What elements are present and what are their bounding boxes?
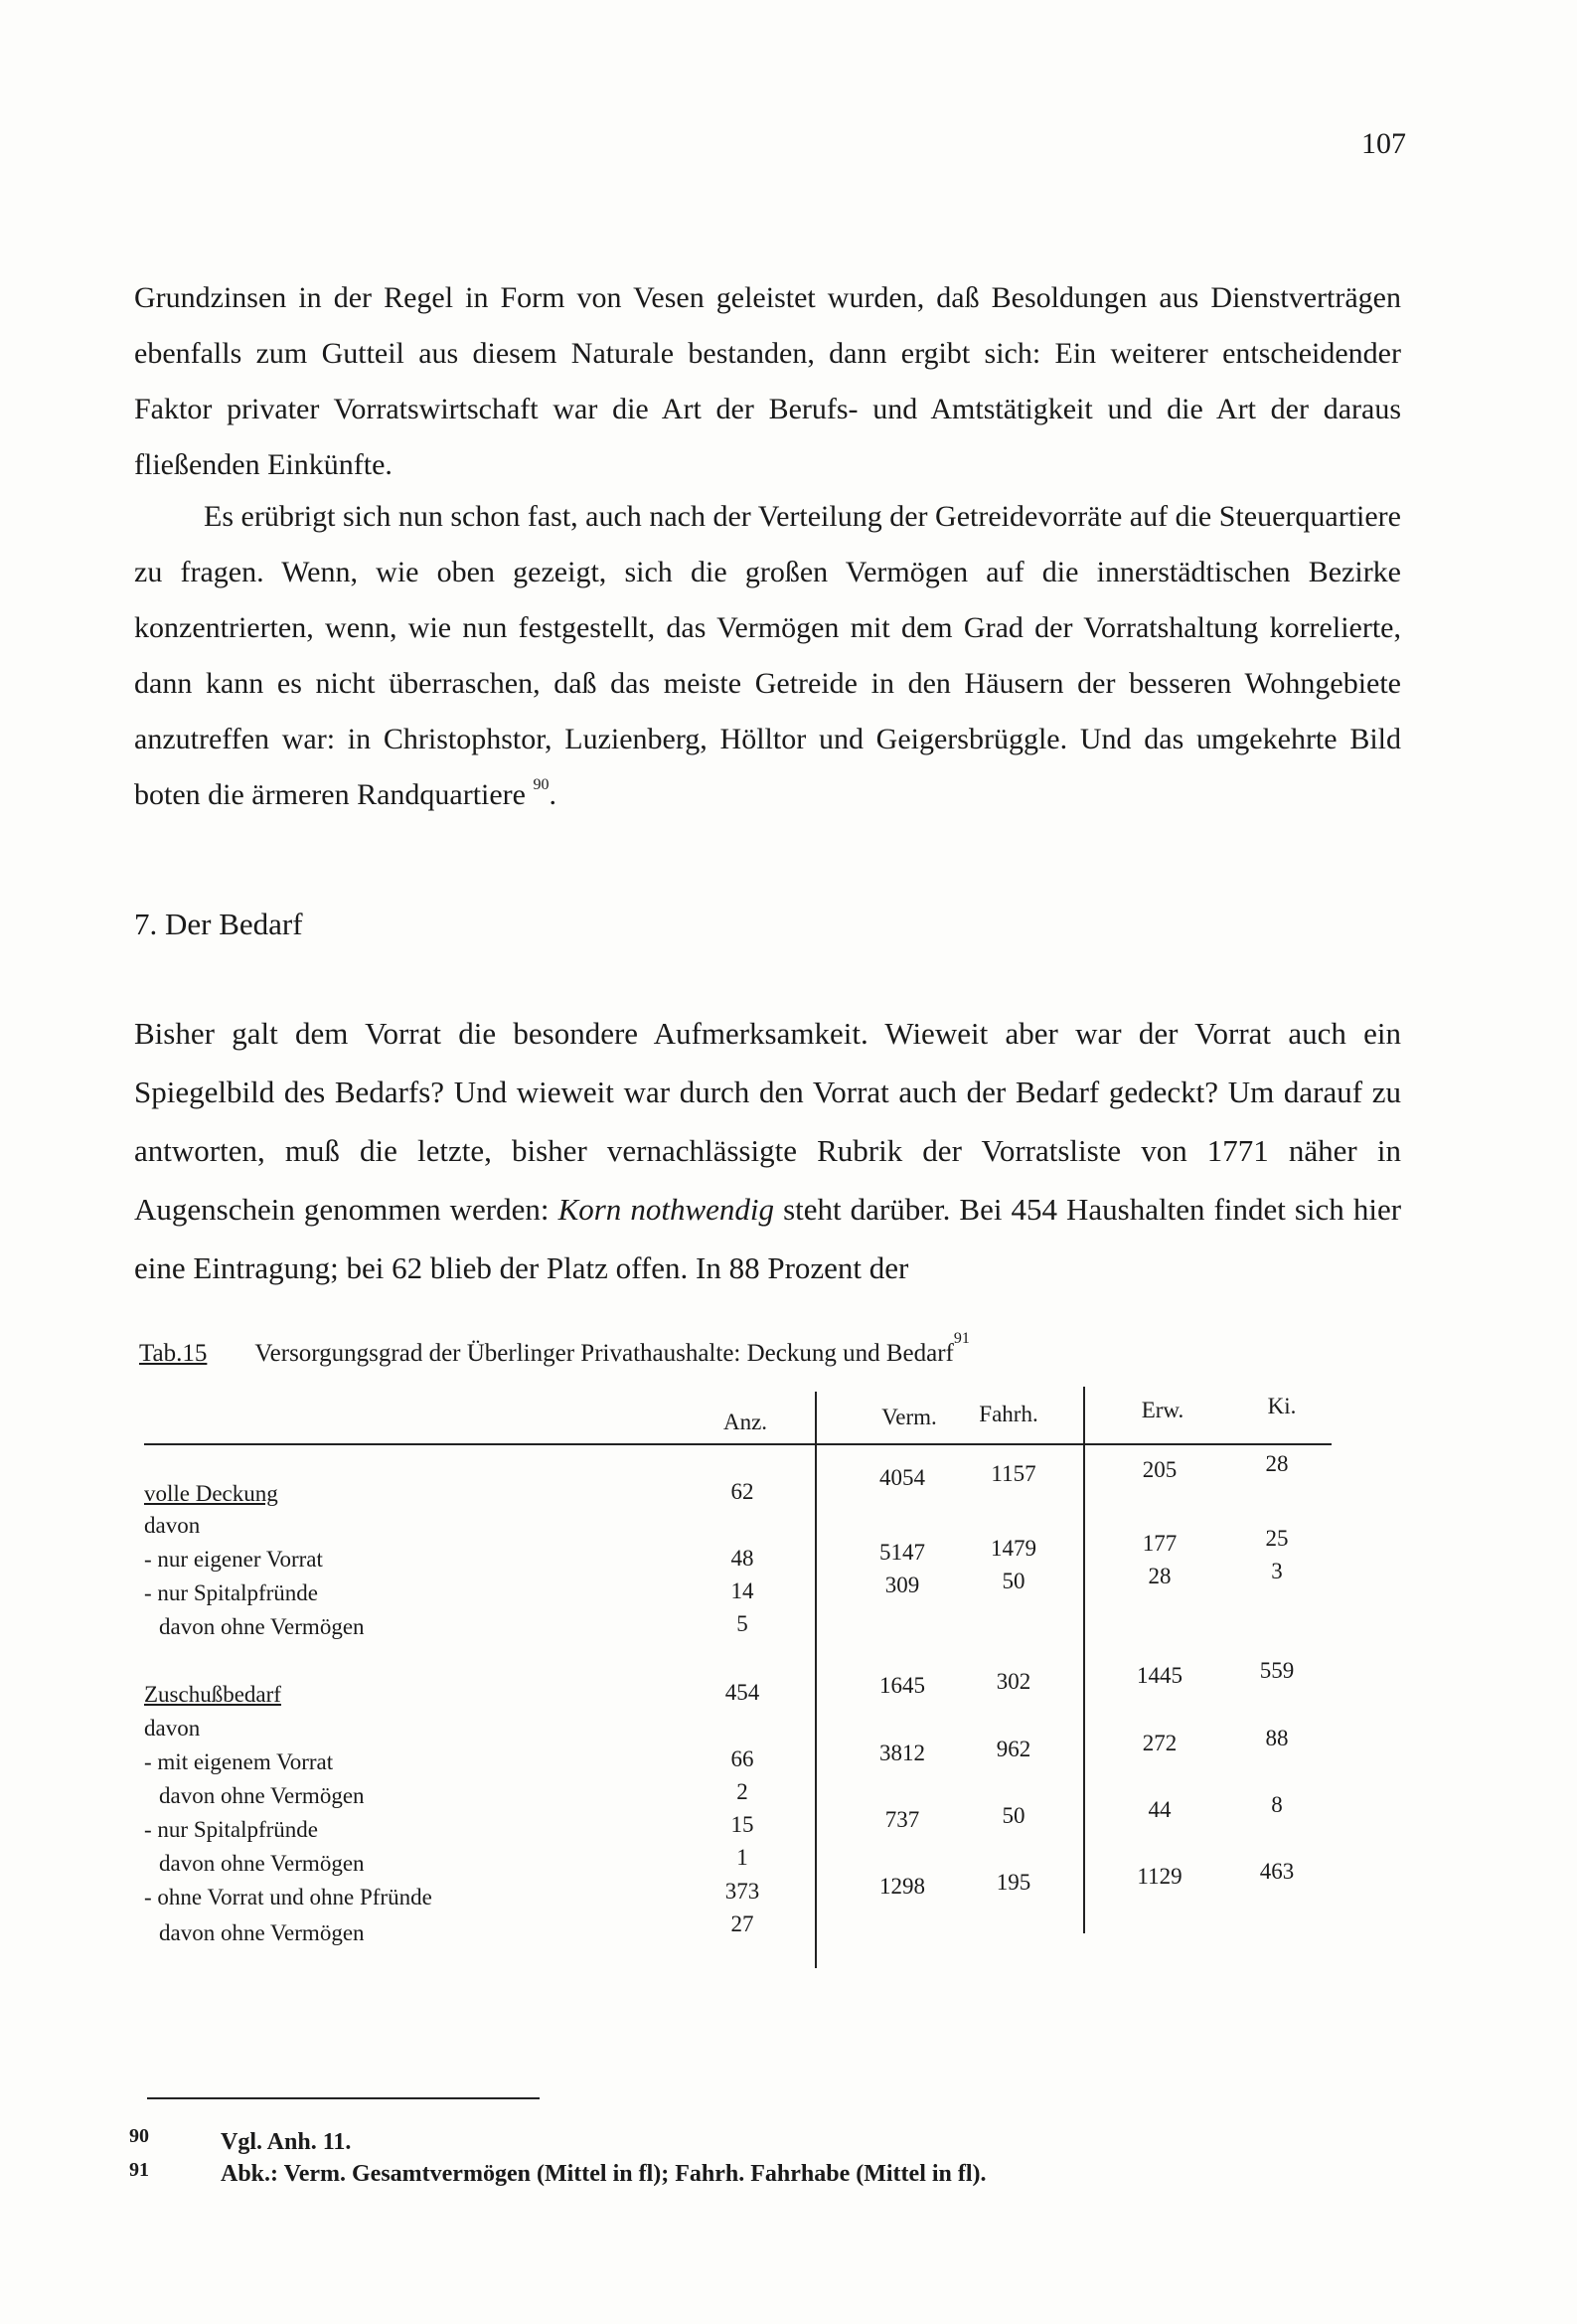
cell-verm: 5147 <box>879 1540 925 1565</box>
footnote-text: Vgl. Anh. 11. <box>221 2129 352 2155</box>
header-ki: Ki. <box>1267 1394 1297 1418</box>
row-label-ohne-vermoegen: davon ohne Vermögen <box>159 1614 365 1639</box>
cell-fahrh: 50 <box>1002 1569 1025 1593</box>
table-vline-2 <box>1083 1387 1085 1933</box>
footnote-ref-91: 91 <box>953 1330 970 1347</box>
paragraph-2-text: Es erübrigt sich nun schon fast, auch nach der Verteilung der Getreidevorräte auf die Steuerquartiere zu fragen. Wenn, wie oben gezeigt, sich die großen Vermögen auf die innerstädtischen Bezirke konzentrierten, wenn, wie nun festgestellt, das Vermögen mit dem Grad der Vorratshaltung korrelierte, dann kann es nicht überraschen, daß das meiste Getreide in den Häusern der besseren Wohngebiete anzutreffen war: in Christophstor, Luzienberg, Hölltor und Geigersbrüggle. Und das umgekehrte Bild boten die ärmeren Randquartiere <box>134 500 1401 811</box>
cell-fahrh: 302 <box>996 1669 1031 1694</box>
cell-verm: 737 <box>884 1807 920 1832</box>
footnote-ref-90: 90 <box>533 776 550 793</box>
cell-anz: 454 <box>724 1680 760 1705</box>
cell-ki: 3 <box>1271 1559 1283 1583</box>
cell-verm: 1298 <box>879 1874 925 1899</box>
cell-ki: 88 <box>1265 1726 1289 1750</box>
cell-anz: 27 <box>730 1911 754 1936</box>
table-header-rule <box>144 1443 1332 1445</box>
row-label-davon: davon <box>144 1716 201 1741</box>
paragraph-2 <box>134 489 1401 823</box>
section-heading: 7. Der Bedarf <box>134 907 303 941</box>
cell-ki: 28 <box>1265 1451 1289 1476</box>
cell-anz: 5 <box>736 1611 748 1636</box>
cell-fahrh: 1157 <box>991 1461 1036 1486</box>
row-label-mit-eigenem-vorrat: - mit eigenem Vorrat <box>144 1749 334 1774</box>
cell-erw: 44 <box>1148 1797 1172 1822</box>
footnote-number: 91 <box>129 2159 149 2181</box>
row-label-volle-deckung: volle Deckung <box>144 1481 278 1506</box>
cell-erw: 1445 <box>1137 1663 1183 1688</box>
cell-anz: 48 <box>730 1546 754 1571</box>
cell-anz: 373 <box>724 1879 760 1904</box>
paragraph-2-end: . <box>549 778 556 811</box>
cell-ki: 8 <box>1271 1792 1283 1817</box>
footnote-text: Abk.: Verm. Gesamtvermögen (Mittel in fl); Fahrh. Fahrhabe (Mittel in fl). <box>221 2161 987 2187</box>
paragraph-1: Grundzinsen in der Regel in Form von Vesen geleistet wurden, daß Besoldungen aus Dienstverträgen ebenfalls zum Gutteil aus diesem Naturale bestanden, dann ergibt sich: Ein weiterer entscheidender Faktor privater Vorratswirtschaft war die Art der Berufs- und Amtstätigkeit und die Art der daraus fließenden Einkünfte. <box>134 281 1401 481</box>
header-verm: Verm. <box>881 1405 937 1429</box>
row-label-nur-spitalpfruende: - nur Spitalpfründe <box>144 1580 319 1605</box>
footnote-rule <box>147 2097 540 2099</box>
row-label-ohne-vermoegen: davon ohne Vermögen <box>159 1783 365 1808</box>
cell-anz: 15 <box>730 1812 754 1837</box>
row-label-ohne-vorrat-ohne-pfruende: - ohne Vorrat und ohne Pfründe <box>144 1885 432 1909</box>
cell-fahrh: 962 <box>996 1737 1031 1761</box>
paragraph-3 <box>134 1004 1401 1297</box>
paragraph-3-text-a: Bisher galt dem Vorrat die besondere Aufmerksamkeit. Wieweit aber war der Vorrat auch ein Spiegelbild des Bedarfs? Und wieweit war durch den Vorrat auch der Bedarf gedeckt? Um darauf zu antworten, muß die letzte, bisher vernachlässigte Rubrik der Vorratsliste von 1771 näher in Augenschein genommen werden: <box>134 1016 1401 1227</box>
cell-verm: 1645 <box>879 1673 925 1698</box>
row-label-nur-spitalpfruende: - nur Spitalpfründe <box>144 1817 319 1842</box>
page-number: 107 <box>1361 127 1406 160</box>
cell-anz: 2 <box>736 1779 748 1804</box>
paragraph-3-italic: Korn nothwendig <box>557 1192 775 1227</box>
cell-verm: 309 <box>884 1573 920 1597</box>
header-erw: Erw. <box>1141 1398 1184 1422</box>
cell-erw: 205 <box>1142 1457 1178 1482</box>
cell-fahrh: 1479 <box>991 1536 1036 1561</box>
table-caption-text: Versorgungsgrad der Überlinger Privathaushalte: Deckung und Bedarf <box>254 1340 954 1367</box>
cell-erw: 28 <box>1148 1564 1172 1588</box>
cell-verm: 3812 <box>879 1741 925 1765</box>
cell-ki: 25 <box>1265 1526 1289 1551</box>
header-fahrh: Fahrh. <box>979 1402 1038 1426</box>
cell-anz: 1 <box>736 1845 748 1870</box>
row-label-zuschussbedarf: Zuschußbedarf <box>144 1682 281 1707</box>
cell-fahrh: 50 <box>1002 1803 1025 1828</box>
cell-erw: 1129 <box>1137 1864 1183 1889</box>
cell-anz: 62 <box>730 1479 754 1504</box>
paragraph-3-text-b: steht darüber. Bei 454 Haushalten findet sich hier eine Eintragung; bei 62 blieb der Platz offen. In 88 Prozent der <box>134 1192 1402 1285</box>
cell-ki: 559 <box>1259 1658 1295 1683</box>
table-label: Tab.15 <box>139 1340 208 1367</box>
cell-verm: 4054 <box>879 1465 925 1490</box>
row-label-nur-eigener-vorrat: - nur eigener Vorrat <box>144 1547 323 1572</box>
table-vline-1 <box>815 1392 817 1968</box>
cell-anz: 66 <box>730 1746 754 1771</box>
cell-erw: 177 <box>1142 1531 1178 1556</box>
cell-anz: 14 <box>730 1578 754 1603</box>
footnote-number: 90 <box>129 2125 149 2147</box>
header-anz: Anz. <box>722 1410 768 1434</box>
row-label-davon: davon <box>144 1513 201 1538</box>
row-label-ohne-vermoegen: davon ohne Vermögen <box>159 1920 365 1945</box>
cell-ki: 463 <box>1259 1859 1295 1884</box>
cell-fahrh: 195 <box>996 1870 1031 1895</box>
table-caption <box>139 1330 970 1368</box>
row-label-ohne-vermoegen: davon ohne Vermögen <box>159 1851 365 1876</box>
cell-erw: 272 <box>1142 1731 1178 1755</box>
